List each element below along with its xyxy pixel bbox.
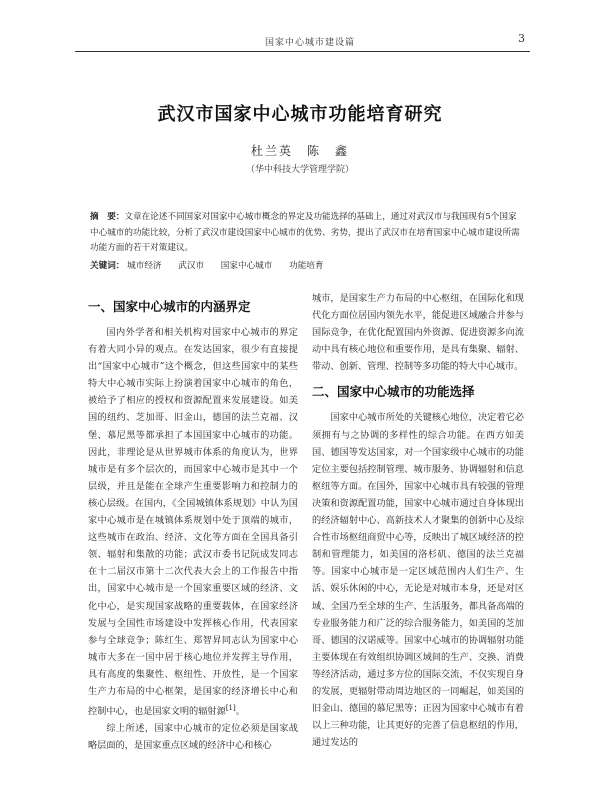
article-affiliation: （华中科技大学管理学院） <box>245 165 354 175</box>
column-right <box>312 290 524 751</box>
article-authors: 杜兰英 陈 鑫 <box>250 144 349 158</box>
keywords <box>90 259 520 274</box>
keyword: 城市经济 <box>127 261 162 271</box>
keywords-label: 关键词： <box>90 261 125 271</box>
abstract-label: 摘 要： <box>90 212 125 222</box>
body-paragraph <box>88 324 298 720</box>
running-header <box>75 34 525 48</box>
abstract <box>90 210 520 257</box>
citation-ref: [1] <box>225 704 236 713</box>
section-heading: 二、国家中心城市的功能选择 <box>312 384 475 400</box>
section-heading: 一、国家中心城市的内涵界定 <box>88 299 251 314</box>
page-number: 3 <box>518 32 525 45</box>
body-paragraph: 城市，是国家生产力布局的中心枢纽，在国际化和现代化方面位居国内领先水平，能促进区域融合并参与国际竞争，在优化配置国内外资源、促进资源多向流动中具有核心地位和重要作用，是具有集聚、辐射、带动、创新、管理、控制等多功能的特大中心城市。 <box>312 293 524 373</box>
paragraph-text: 国内外学者和相关机构对国家中心城市的界定有着大同小异的观点。在发达国家，很少有直接提出“国家中心城市”这个概念，但这些国家中的某些特大中心城市实际上扮演着国家中心城市的角色，被给予了相应的授权和资源配置来发展建设。如美国的纽约、芝加哥、旧金山，德国的法兰克福、汉堡、慕尼黑等都承担了本国国家中心城市的功能。因此，非理论是从世界城市体系的角度认为，世界城市是有多个层次的，而国家中心城市是其中一个层级，并且是能在全球产生重要影响力和控制力的核心层级。在国内，《全国城镇体系规划》中认为国家中心城市是在城镇体系规划中处于顶端的城市，这些城市在政治、经济、文化等方面在全国具备引领、辐射和集散的功能；武汉市委书记阮成发同志在十二届汉市第十二次代表大会上的工作报告中指出，国家中心城市是一个国家重要区域的经济、文化中心，是实现国家战略的重要载体，在国家经济发展与全国性市场建设中发挥核心作用，代表国家参与全球竞争；陈红生、郑智昇同志认为国家中心城市大多在一国中居于核心地位并发挥主导作用，具有高度的集聚性、枢纽性、开放性，是一个国家生产力布局的中心框架，是国家的经济增长中心和控制中心，也是国家文明的辐射源 <box>88 327 298 718</box>
keyword: 武汉市 <box>178 261 205 271</box>
column-left <box>88 290 298 754</box>
sentence-end: 。 <box>235 706 245 718</box>
article-title: 武汉市国家中心城市功能培育研究 <box>157 104 443 125</box>
keyword: 国家中心城市 <box>220 261 273 271</box>
body-paragraph: 国家中心城市所处的关键核心地位，决定着它必须拥有与之协调的多样性的综合功能。在西方如美国、德国等发达国家，对一个国家级中心城市的功能定位主要包括控制管理、城市服务、协调辐射和信息枢纽等方面。在国外，国家中心城市具有较强的管理决策和资源配置功能，国家中心城市通过自身体现出的经济辐射中心、高新技术人才聚集的创新中心及综合性市场枢纽商贸中心等，反映出了城区域经济的控制和管理能力，如美国的洛杉矶、德国的法兰克福等。国家中心城市是一定区域范围内人们生产、生活、娱乐休闲的中心，无论是对城市本身，还是对区域、全国乃至全球的生产、生活服务，都具备高端的专业服务能力和广泛的综合服务能力，如美国的芝加哥、德国的汉诺威等。国家中心城市的协调辐射功能主要体现在有效组织协调区域间的生产、交换、消费等经济活动，通过多方位的国际交流，不仅实现自身的发展，更辐射带动周边地区的一同崛起，如美国的旧金山、德国的慕尼黑等；正因为国家中心城市有着以上三种功能，让其更好的完善了信息枢纽的作用，通过发达的 <box>312 412 524 749</box>
abstract-text: 文章在论述不同国家对国家中心城市概念的界定及功能选择的基础上，通过对武汉市与我国现有5个国家中心城市的功能比较，分析了武汉市建设国家中心城市的优势、劣势，提出了武汉市在培育国家中心城市建设所需功能方面的若干对策建议。 <box>90 212 520 253</box>
header-rule <box>75 51 530 52</box>
running-title: 国家中心城市建设篇 <box>265 38 356 48</box>
body-paragraph: 综上所述，国家中心城市的定位必须是国家战略层面的，是国家重点区域的经济中心和核心 <box>88 723 298 752</box>
keyword: 功能培育 <box>289 261 324 271</box>
